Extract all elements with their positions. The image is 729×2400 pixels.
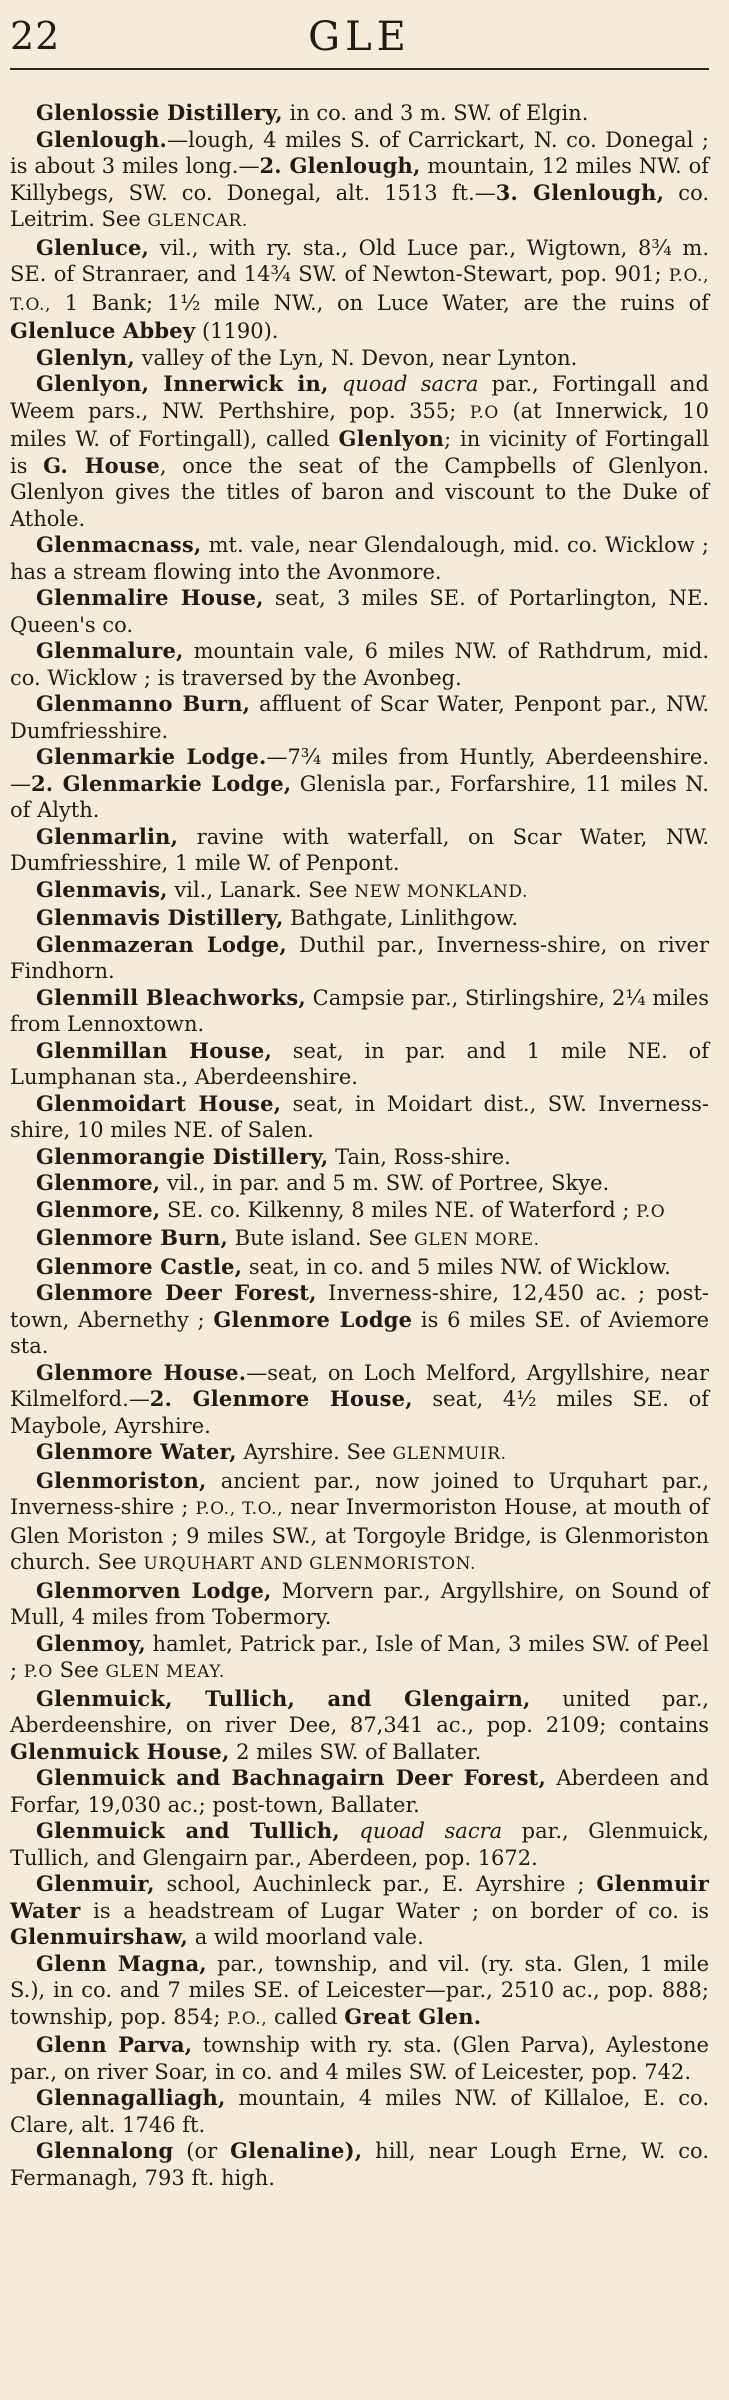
entry-text: seat, in Moidart dist., SW. Inverness-shire, 10 miles NE. of Salen.: [10, 1091, 709, 1142]
entry-text: —7¾ miles from Huntly, Aberdeenshire.—: [10, 745, 709, 796]
page-number: 22: [10, 14, 61, 58]
entry-glenmillan: [10, 1038, 709, 1091]
entry-text: [329, 372, 342, 396]
entry-glenmorangie: [10, 1144, 709, 1171]
entry-heading: Glenmuick and Tullich,: [36, 1818, 340, 1843]
entry-glenmuick-bachnagairn: [10, 1765, 709, 1818]
entry-text: united par., Aberdeenshire, on river Dee, 87,341 ac., pop. 2109; contains: [10, 1686, 709, 1737]
entry-glenn-magna: [10, 1951, 709, 2033]
entry-heading: Glenmarkie Lodge.: [36, 744, 267, 769]
entry-glenmarkie: [10, 744, 709, 824]
cross-reference: P.O., T.O.,: [195, 1499, 284, 1519]
cross-reference: GLEN MEAY.: [105, 1662, 225, 1682]
entry-heading: Glenmuirshaw,: [10, 1924, 189, 1949]
entry-text: [340, 1819, 360, 1843]
entry-heading: Glenluce,: [36, 234, 150, 260]
entry-heading: Glenmillan House,: [36, 1037, 272, 1063]
entry-glenmore-house: [10, 1360, 709, 1440]
entry-text: vil., with ry. sta., Old Luce par., Wigtown, 8¾ m. SE. of Stranraer, and 14¾ SW. of Newton-Stewart, pop. 901;: [10, 235, 709, 286]
entry-text: (at Innerwick, 10 miles W. of Fortingall), called: [10, 398, 709, 451]
entry-glenluce: [10, 235, 709, 345]
entry-glenmarlin: [10, 824, 709, 877]
entry-text: valley of the Lyn, N. Devon, near Lynton.: [134, 345, 578, 370]
entry-heading: Glenlyon: [338, 426, 445, 451]
entry-heading: Glenmorangie Distillery,: [36, 1143, 329, 1169]
entry-glenmuick-tullich: [10, 1818, 709, 1871]
entry-glenmore-deer-forest: [10, 1280, 709, 1360]
entry-text: affluent of Scar Water, Penpont par., NW. Dumfriesshire.: [10, 692, 709, 743]
entry-glenmore-castle: [10, 1254, 709, 1281]
entry-text: SE. co. Kilkenny, 8 miles NE. of Waterford ;: [160, 1197, 637, 1222]
entry-heading: Glenn Parva,: [36, 2032, 193, 2057]
cross-reference: GLEN MORE.: [414, 1230, 540, 1250]
entry-text: in co. and 3 m. SW. of Elgin.: [282, 101, 589, 125]
entry-glenmoy: [10, 1631, 709, 1686]
entry-glenmacnass: [10, 532, 709, 585]
entry-text: —seat, on Loch Melford, Argyllshire, near Kilmelford.—: [10, 1360, 709, 1411]
cross-reference: GLENMUIR.: [392, 1444, 507, 1464]
entry-glenmanno: [10, 691, 709, 744]
page-header: [10, 0, 709, 70]
entry-heading: Glenmalure,: [36, 638, 184, 663]
entry-heading: Glenmuick and Bachnagairn Deer Forest,: [36, 1765, 547, 1790]
entry-glenmore-burn: [10, 1225, 709, 1254]
entry-text: See: [52, 1658, 106, 1682]
cross-reference: P.O: [23, 1662, 53, 1682]
entry-glenmill: [10, 985, 709, 1038]
entry-text: Bathgate, Linlithgow.: [283, 906, 519, 930]
entry-text: Tain, Ross-shire.: [328, 1144, 511, 1169]
entry-glenmavis-distillery: [10, 905, 709, 932]
entry-text: mountain, 12 miles NW. of Killybegs, SW. co. Donegal, alt. 1513 ft.—: [10, 154, 710, 205]
entry-heading: Glenmore,: [36, 1196, 161, 1222]
entry-text: near Invermoriston House, at mouth of Glen Moriston ; 9 miles SW., at Torgoyle Bridge, is Glenmoriston church. See: [10, 1495, 709, 1574]
entry-glenmuir: [10, 1871, 709, 1951]
entry-glenmore-water: [10, 1439, 709, 1468]
entry-glenmorven: [10, 1578, 709, 1631]
entry-heading: Glenmazeran Lodge,: [36, 931, 287, 957]
entry-text: seat, 4½ miles SE. of Maybole, Ayrshire.: [10, 1387, 709, 1438]
entry-text: mountain, 4 miles NW. of Killaloe, E. co. Clare, alt. 1746 ft.: [10, 2086, 709, 2137]
entry-heading: Glenmorven Lodge,: [36, 1577, 272, 1603]
entry-glenlyon: [10, 371, 709, 532]
entry-heading: Glenmore,: [36, 1170, 161, 1195]
entry-text: (or: [173, 2139, 231, 2163]
entry-text: is 6 miles SE. of Aviemore sta.: [10, 1307, 709, 1358]
entry-text: vil., Lanark. See: [167, 877, 355, 902]
cross-reference: P.O: [636, 1201, 666, 1222]
entry-text: mountain vale, 6 miles NW. of Rathdrum, mid. co. Wicklow ; is traversed by the Avonbeg.: [10, 639, 709, 690]
entry-text: Bute island. See: [227, 1226, 415, 1250]
entry-glenmore-skye: [10, 1170, 709, 1197]
entry-list: [10, 100, 709, 2191]
entry-text: vil., in par. and 5 m. SW. of Portree, Skye.: [160, 1171, 610, 1195]
cross-reference: GLENCAR.: [147, 211, 248, 231]
entry-text: Morvern par., Argyllshire, on Sound of Mull, 4 miles from Tobermory.: [10, 1578, 709, 1629]
entry-heading: Glennagalliagh,: [36, 2085, 226, 2110]
entry-glenmavis: [10, 877, 709, 906]
running-head: GLE: [308, 14, 411, 60]
entry-text: co. Leitrim. See: [10, 180, 710, 231]
entry-heading: 2. Glenlough,: [259, 153, 421, 178]
entry-text: par., Fortingall and Weem pars., NW. Perthshire, pop. 355;: [10, 372, 709, 423]
entry-glenn-parva: [10, 2032, 709, 2085]
entry-text: Campsie par., Stirlingshire, 2¼ miles from Lennoxtown.: [10, 985, 709, 1036]
entry-glenmore-kilkenny: [10, 1197, 709, 1226]
entry-text: is a headstream of Lugar Water ; on border of co. is: [80, 1898, 709, 1923]
entry-heading: Glenmoy,: [36, 1630, 146, 1656]
cross-reference: P.O: [469, 402, 499, 423]
entry-glenlyn: [10, 345, 709, 372]
entry-text: ancient par., now joined to Urquhart par., Inverness-shire ;: [10, 1468, 709, 1519]
cross-reference: NEW MONKLAND.: [354, 881, 528, 902]
entry-text: 2 miles SW. of Ballater.: [229, 1739, 482, 1764]
header-rule: [10, 68, 709, 70]
entry-heading: Glenluce Abbey: [10, 318, 196, 343]
entry-heading: G. House: [43, 452, 160, 478]
entry-heading: Glenmuick House,: [10, 1738, 230, 1764]
entry-heading: Glenmanno Burn,: [36, 691, 251, 716]
entry-heading: Glenmoidart House,: [36, 1090, 282, 1116]
entry-heading: Glenaline),: [230, 2138, 363, 2163]
entry-heading: Glenmore Lodge: [213, 1306, 413, 1332]
entry-heading: Glenlyon, Innerwick in,: [36, 371, 329, 396]
entry-glenlough: [10, 127, 709, 235]
entry-heading: Glennalong: [36, 2138, 174, 2163]
entry-heading: Glenmuir Water: [10, 1871, 709, 1923]
entry-heading: Glenmoriston,: [36, 1467, 207, 1493]
entry-text: hamlet, Patrick par., Isle of Man, 3 miles SW. of Peel ;: [10, 1631, 709, 1682]
entry-text: 1 Bank; 1½ mile NW., on Luce Water, are the ruins of: [51, 290, 709, 315]
entry-heading: Glenlossie Distillery,: [36, 100, 283, 125]
entry-heading: Glenlough.: [36, 126, 168, 152]
entry-heading: Glenmavis Distillery,: [36, 905, 284, 930]
entry-heading: Glenn Magna,: [36, 1950, 207, 1976]
entry-heading: Glenmalire House,: [36, 585, 264, 610]
entry-heading: 3. Glenlough,: [495, 179, 665, 205]
entry-glenmuick-tullich-glengairn: [10, 1686, 709, 1766]
entry-text: school, Auchinleck par., E. Ayrshire ;: [154, 1872, 597, 1896]
entry-heading: Glenmill Bleachworks,: [36, 984, 306, 1010]
entry-text: Ayrshire. See: [236, 1440, 393, 1464]
entry-heading: Glenmore House.: [36, 1359, 247, 1385]
entry-text: —lough, 4 miles S. of Carrickart, N. co. Donegal ; is about 3 miles long.—: [10, 127, 709, 178]
entry-text: par., Glenmuick, Tullich, and Glengairn par., Aberdeen, pop. 1672.: [10, 1819, 709, 1870]
entry-glenmalure: [10, 638, 709, 691]
entry-text: Glenisla par., Forfarshire, 11 miles N. of Alyth.: [10, 771, 709, 822]
cross-reference: P.O.,: [668, 266, 709, 286]
entry-text: (1190).: [195, 319, 279, 343]
entry-text: a wild moorland vale.: [188, 1925, 424, 1949]
entry-text: , once the seat of the Campbells of Glenlyon. Glenlyon gives the titles of baron and viscount to the Duke of Athole.: [10, 453, 709, 531]
entry-text: ravine with waterfall, on Scar Water, NW. Dumfriesshire, 1 mile W. of Penpont.: [10, 824, 709, 875]
entry-heading: 2. Glenmarkie Lodge,: [31, 770, 292, 796]
cross-reference: URQUHART AND GLENMORISTON.: [143, 1554, 477, 1574]
entry-heading: Glenmavis,: [36, 876, 168, 902]
entry-heading: Glenmore Water,: [36, 1439, 237, 1464]
entry-glenmoriston: [10, 1468, 709, 1578]
entry-glenmalire: [10, 585, 709, 638]
entry-glenlossie: [10, 100, 709, 127]
entry-heading: Glenmacnass,: [36, 532, 202, 557]
entry-text: mt. vale, near Glendalough, mid. co. Wicklow ; has a stream flowing into the Avonmore.: [10, 533, 709, 584]
entry-heading: Glenlyn,: [36, 344, 135, 370]
entry-text: ; in vicinity of Fortingall is: [10, 427, 709, 478]
entry-text: hill, near Lough Erne, W. co. Fermanagh, 793 ft. high.: [10, 2139, 709, 2190]
entry-heading: Glenmuick, Tullich, and Glengairn,: [36, 1685, 531, 1711]
entry-heading: Glenmarlin,: [36, 823, 179, 849]
entry-text: called: [267, 2004, 345, 2029]
entry-glennagalliagh: [10, 2085, 709, 2138]
entry-glenmazeran: [10, 932, 709, 985]
entry-text: seat, in co. and 5 miles NW. of Wicklow.: [242, 1254, 671, 1279]
entry-heading: Glenmore Burn,: [36, 1225, 228, 1250]
entry-text: Inverness-shire, 12,450 ac. ; post-town, Abernethy ;: [10, 1281, 709, 1332]
entry-heading: Glenmuir,: [36, 1871, 155, 1896]
entry-heading: Glenmore Castle,: [36, 1253, 243, 1279]
entry-heading: Glenmore Deer Forest,: [36, 1280, 317, 1305]
entry-text: seat, 3 miles SE. of Portarlington, NE. Queen's co.: [10, 586, 709, 637]
cross-reference: P.O.,: [227, 2008, 268, 2029]
entry-glenmoidart: [10, 1091, 709, 1144]
entry-glennalong: [10, 2138, 709, 2191]
entry-text: par., township, and vil. (ry. sta. Glen, 1 mile S.), in co. and 7 miles SE. of Leicester—par., 2510 ac., pop. 888; township, pop. 854;: [10, 1951, 709, 2029]
entry-text: Aberdeen and Forfar, 19,030 ac.; post-town, Ballater.: [10, 1766, 709, 1817]
entry-text: Duthil par., Inverness-shire, on river Findhorn.: [10, 932, 709, 983]
entry-text: seat, in par. and 1 mile NE. of Lumphanan sta., Aberdeenshire.: [10, 1038, 709, 1089]
entry-heading: Great Glen.: [344, 2003, 482, 2029]
entry-italic: quoad sacra: [341, 372, 479, 396]
entry-text: township with ry. sta. (Glen Parva), Aylestone par., on river Soar, in co. and 4 miles SW. of Leicester, pop. 742.: [10, 2033, 709, 2084]
entry-heading: 2. Glenmore House,: [149, 1386, 413, 1411]
entry-italic: quoad sacra: [359, 1819, 503, 1843]
cross-reference: T.O.,: [10, 294, 51, 315]
